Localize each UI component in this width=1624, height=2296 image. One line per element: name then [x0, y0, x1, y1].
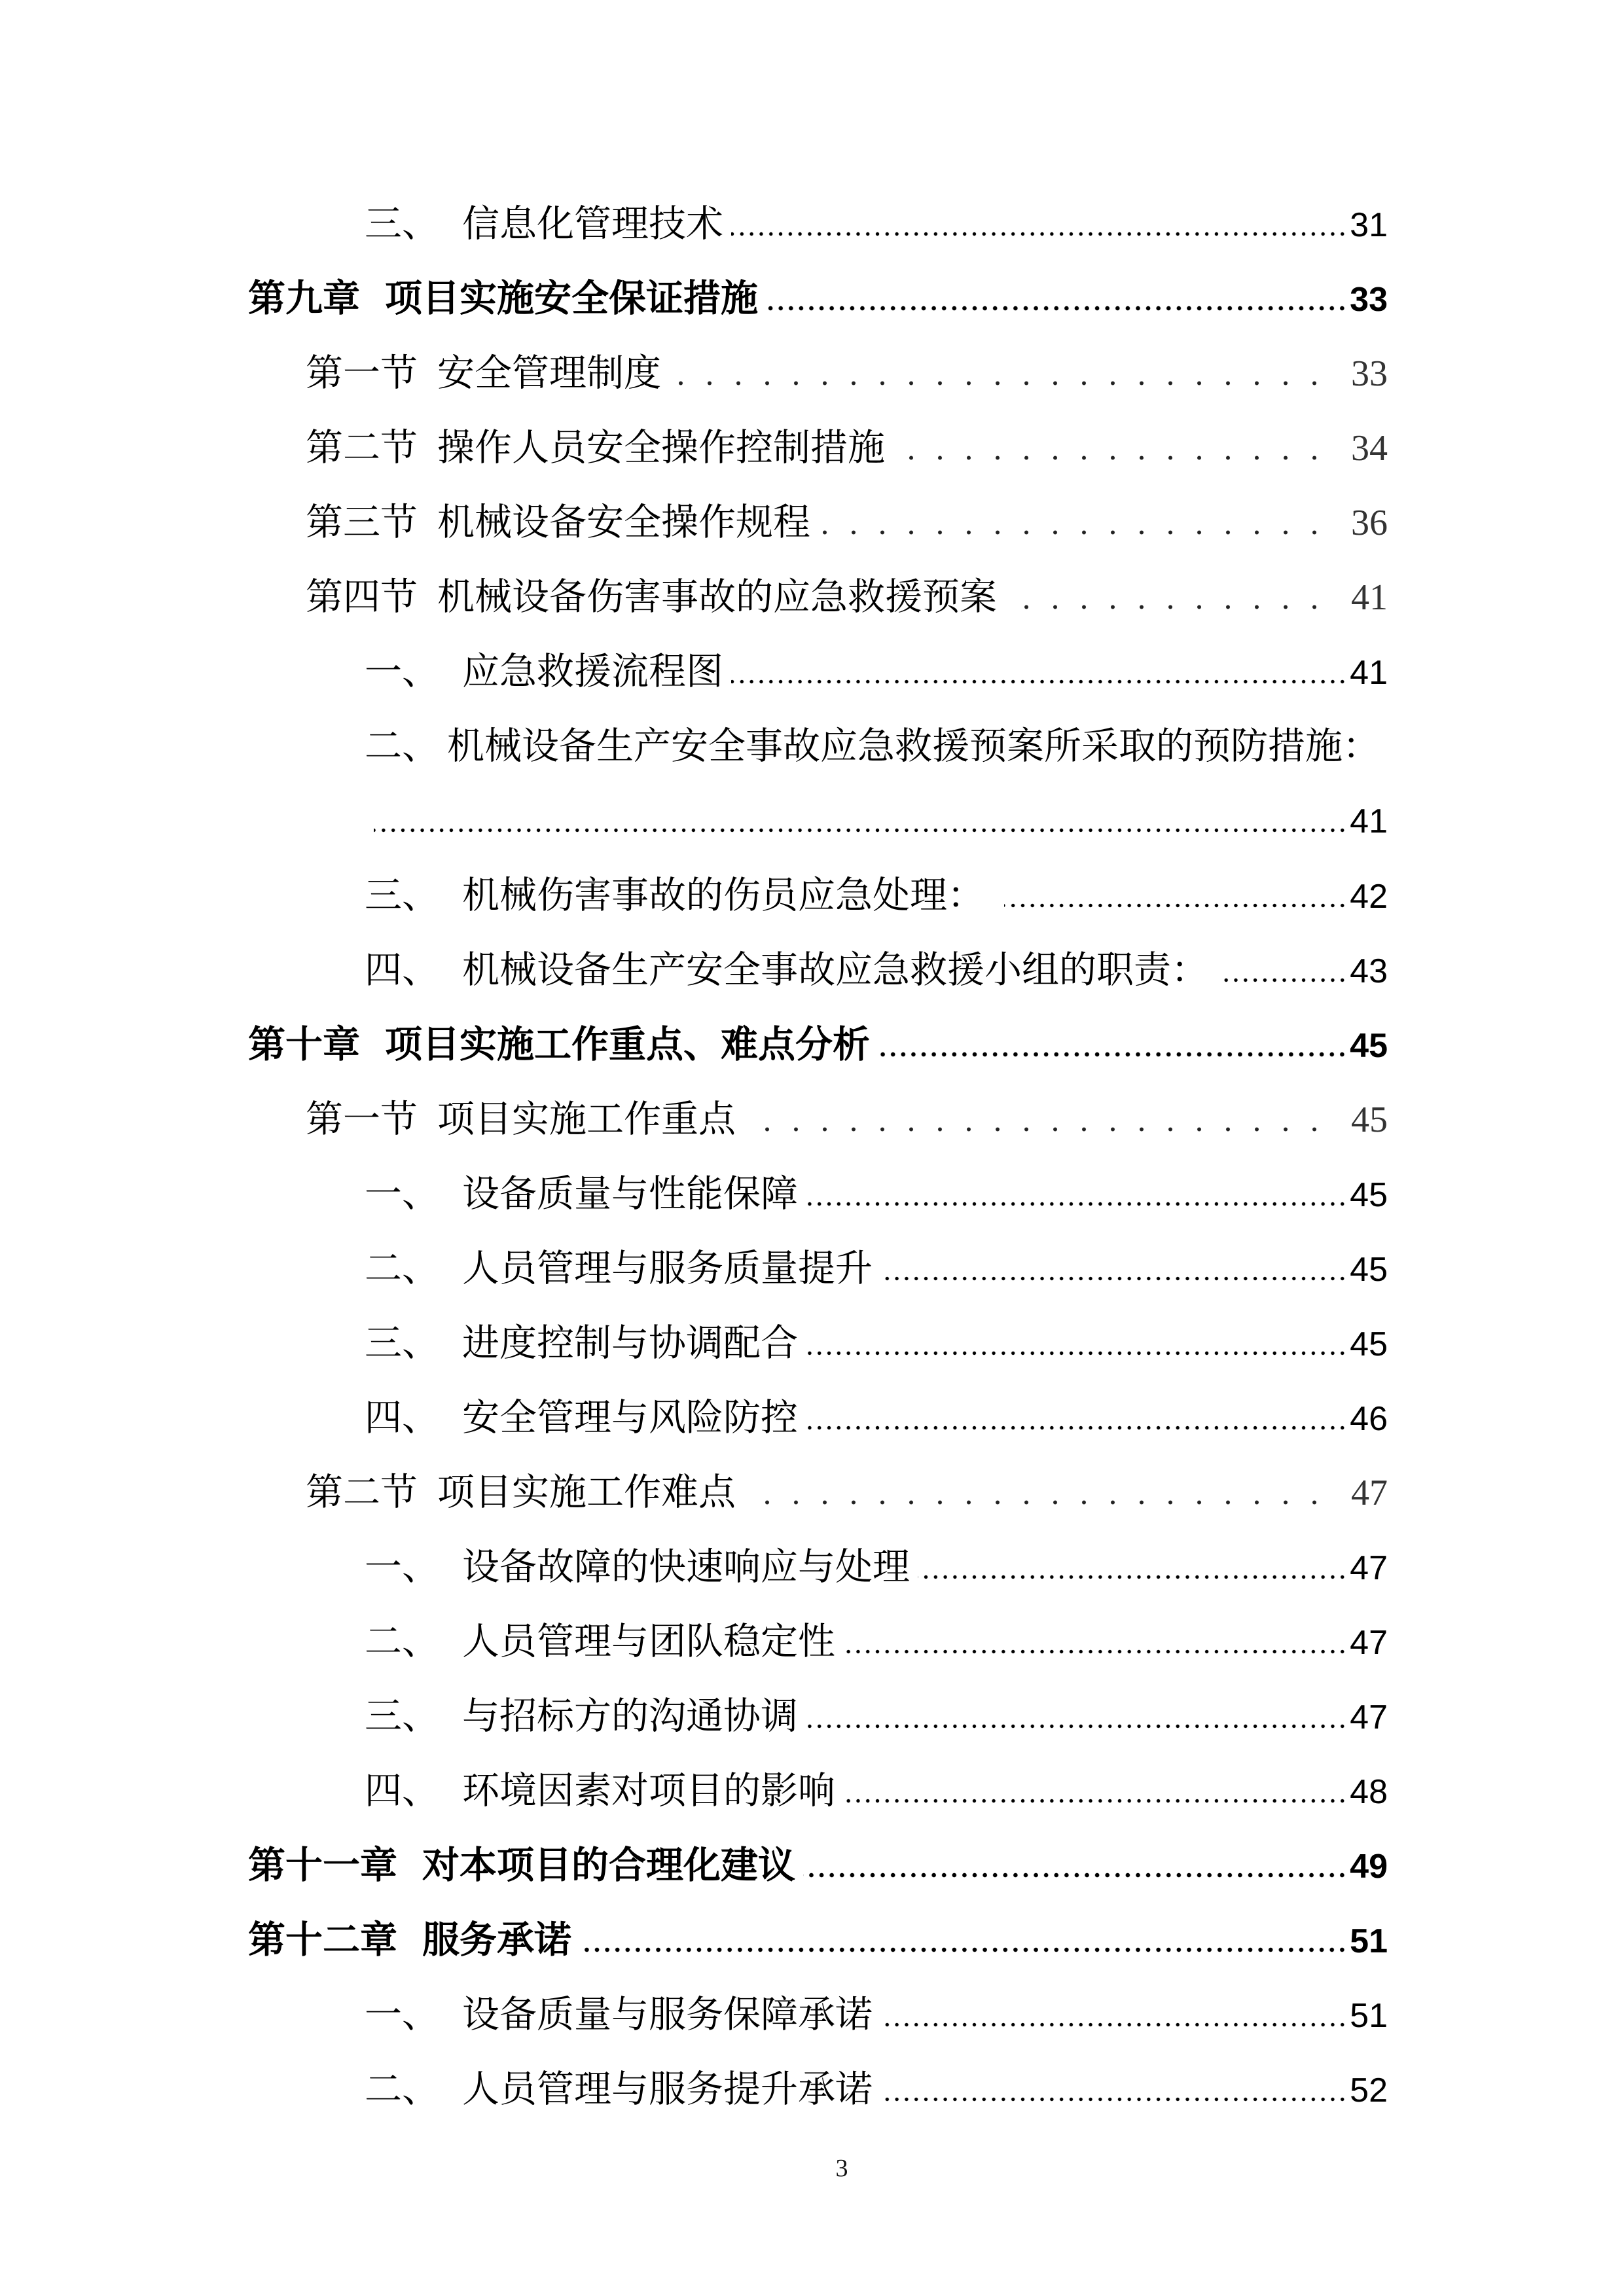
dot-leader [668, 381, 1329, 386]
page-number-ref: 45 [1350, 1175, 1388, 1214]
chapter-number: 第十一章 [248, 1844, 397, 1886]
item-title: 信息化管理技术 [462, 203, 723, 245]
toc-item-entry [0, 1157, 1624, 1232]
item-title: 设备质量与服务保障承诺 [462, 1994, 873, 2036]
dot-leader [374, 828, 1347, 833]
page-number-ref: 51 [1350, 1922, 1388, 1960]
toc-entry-line [248, 273, 1388, 326]
dot-leader [766, 306, 1347, 311]
toc-entry-line [365, 795, 1388, 848]
toc-entry-line [365, 1541, 1388, 1594]
chapter-title: 项目实施工作重点、难点分析 [385, 1024, 870, 1066]
toc-entry-line [365, 1989, 1388, 2042]
section-title: 项目实施工作难点 [437, 1472, 736, 1513]
dot-leader [731, 679, 1347, 684]
toc-entry-line [365, 1243, 1388, 1296]
section-number: 第二节 [306, 1472, 418, 1513]
toc-chapter-entry [0, 1008, 1624, 1083]
item-title: 环境因素对项目的影响 [462, 1770, 835, 1812]
item-number: 四、 [365, 1770, 439, 1812]
item-title: 机械设备生产安全事故应急救援小组的职责： [462, 949, 1208, 991]
page-number-ref: 33 [1350, 280, 1388, 319]
item-title: 设备质量与性能保障 [462, 1173, 798, 1215]
page-number-ref: 41 [1350, 802, 1388, 840]
toc-entry-line [306, 348, 1388, 400]
dot-leader [1224, 978, 1347, 982]
page-number-ref: 36 [1351, 503, 1388, 543]
page-number-ref: 47 [1350, 1549, 1388, 1587]
item-title: 进度控制与协调配合 [462, 1322, 798, 1364]
item-number: 四、 [365, 1397, 439, 1439]
dot-leader [803, 1873, 1347, 1878]
page-number-ref: 45 [1351, 1100, 1388, 1140]
toc-entry-line [306, 1467, 1388, 1519]
toc-entry-line [306, 571, 1388, 624]
item-title: 与招标方的沟通协调 [462, 1695, 798, 1737]
dot-leader [742, 1127, 1329, 1132]
toc-section-entry [0, 486, 1624, 560]
toc-item-entry [0, 1381, 1624, 1456]
chapter-title: 项目实施安全保证措施 [385, 278, 758, 319]
page-number-ref: 51 [1350, 1996, 1388, 2035]
section-number: 第一节 [306, 1099, 418, 1140]
toc-item-entry [0, 859, 1624, 933]
toc-section-entry [0, 1456, 1624, 1530]
toc-entry-line [365, 1168, 1388, 1221]
toc-entry-line [365, 2064, 1388, 2117]
page-number-ref: 41 [1351, 577, 1388, 618]
toc-item-entry [0, 1978, 1624, 2053]
dot-leader [878, 1052, 1347, 1057]
toc-entry-line [306, 422, 1388, 475]
dot-leader [843, 1649, 1347, 1654]
dot-leader [806, 1351, 1347, 1355]
dot-leader [742, 1500, 1329, 1505]
item-number: 二、 [365, 1247, 439, 1289]
toc-entry-line [306, 1094, 1388, 1146]
toc-section-entry [0, 1083, 1624, 1157]
dot-leader [806, 1724, 1347, 1729]
dot-leader [918, 1575, 1347, 1579]
toc-entry-line [365, 1765, 1388, 1818]
chapter-title: 对本项目的合理化建议 [422, 1844, 795, 1886]
item-title: 设备故障的快速响应与处理 [462, 1546, 910, 1588]
page-number-ref: 45 [1350, 1026, 1388, 1065]
page-number-ref: 48 [1350, 1772, 1388, 1811]
toc-section-entry [0, 560, 1624, 635]
item-number: 一、 [365, 1994, 439, 2036]
item-number: 一、 [365, 1173, 439, 1215]
page-number-ref: 45 [1350, 1325, 1388, 1363]
dot-leader [1003, 605, 1329, 609]
page-number-ref: 34 [1351, 428, 1388, 469]
item-number: 二、 [365, 1621, 439, 1662]
dot-leader [806, 1426, 1347, 1430]
item-title: 人员管理与团队稳定性 [462, 1621, 835, 1662]
toc-item-entry [0, 1306, 1624, 1381]
chapter-number: 第九章 [248, 278, 360, 319]
item-title: 安全管理与风险防控 [462, 1397, 798, 1439]
page-number-ref: 31 [1350, 206, 1388, 244]
item-number: 二、 [365, 2068, 439, 2110]
toc-entry-line-first [0, 709, 1624, 784]
toc-item-entry [0, 2053, 1624, 2127]
toc-entry-line [365, 944, 1388, 997]
toc-entry-line [365, 646, 1388, 699]
item-number: 二、 [365, 726, 439, 767]
item-number: 三、 [365, 874, 439, 916]
dot-leader [880, 2097, 1347, 2102]
toc-item-entry [0, 1232, 1624, 1306]
page-number-ref: 52 [1350, 2071, 1388, 2109]
toc-section-entry [0, 411, 1624, 486]
item-title: 应急救援流程图 [462, 651, 723, 692]
page-number-ref: 43 [1350, 952, 1388, 990]
toc-entry-line [365, 198, 1388, 251]
dot-leader [817, 530, 1329, 535]
item-number: 三、 [365, 1322, 439, 1364]
section-number: 第一节 [306, 353, 418, 394]
chapter-number: 第十二章 [248, 1919, 397, 1961]
dot-leader [880, 2022, 1347, 2027]
page-number-ref: 33 [1351, 353, 1388, 394]
page-number-ref: 41 [1350, 653, 1388, 692]
section-number: 第二节 [306, 427, 418, 469]
dot-leader [843, 1799, 1347, 1803]
section-number: 第三节 [306, 502, 418, 543]
toc-entry-line [365, 870, 1388, 923]
dot-leader [1004, 903, 1347, 908]
page-footer-number: 3 [835, 2155, 848, 2182]
dot-leader [806, 1202, 1347, 1206]
toc-chapter-entry [0, 262, 1624, 336]
toc-item-entry [0, 1754, 1624, 1829]
toc-entry-line [248, 1914, 1388, 1967]
toc-entry-line [365, 1616, 1388, 1669]
toc-item-entry [0, 1530, 1624, 1605]
section-number: 第四节 [306, 577, 418, 618]
section-title: 安全管理制度 [437, 353, 661, 394]
chapter-title: 服务承诺 [422, 1919, 571, 1961]
page-number-ref: 46 [1350, 1399, 1388, 1438]
toc-section-entry [0, 336, 1624, 411]
toc-entry-line [306, 497, 1388, 549]
section-title: 机械设备安全操作规程 [437, 502, 810, 543]
page-number-ref: 47 [1350, 1623, 1388, 1662]
toc-entry-line-second [0, 784, 1624, 859]
dot-leader [880, 1276, 1347, 1281]
toc-item-entry [0, 1605, 1624, 1679]
toc-entry-line [365, 1392, 1388, 1445]
page-number-ref: 49 [1350, 1847, 1388, 1886]
section-title: 机械设备伤害事故的应急救援预案 [437, 577, 997, 618]
item-number: 一、 [365, 1546, 439, 1588]
toc-chapter-entry [0, 1829, 1624, 1903]
item-title: 人员管理与服务提升承诺 [462, 2068, 873, 2110]
item-title: 机械伤害事故的伤员应急处理： [462, 874, 984, 916]
dot-leader [892, 456, 1329, 460]
chapter-number: 第十章 [248, 1024, 360, 1066]
item-number: 四、 [365, 949, 439, 991]
section-title: 操作人员安全操作控制措施 [437, 427, 885, 469]
page-number-ref: 47 [1350, 1698, 1388, 1736]
section-title: 项目实施工作重点 [437, 1099, 736, 1140]
toc-entry-line [365, 1318, 1388, 1371]
item-title: 机械设备生产安全事故应急救援预案所采取的预防措施： [447, 726, 1380, 767]
toc-item-entry [0, 1679, 1624, 1754]
page-number-ref: 47 [1351, 1473, 1388, 1513]
toc-chapter-entry [0, 1903, 1624, 1978]
toc-entry-line [365, 721, 1388, 773]
toc-item-entry [0, 187, 1624, 262]
item-number: 一、 [365, 651, 439, 692]
item-title: 人员管理与服务质量提升 [462, 1247, 873, 1289]
item-number: 三、 [365, 203, 439, 245]
page-number-ref: 45 [1350, 1250, 1388, 1289]
item-number: 三、 [365, 1695, 439, 1737]
toc-item-entry-wrapped [0, 709, 1624, 859]
toc-entry-line [248, 1019, 1388, 1072]
table-of-contents [0, 187, 1624, 2127]
toc-entry-line [248, 1840, 1388, 1893]
dot-leader [731, 232, 1347, 236]
page-number-ref: 42 [1350, 877, 1388, 916]
toc-item-entry [0, 933, 1624, 1008]
toc-entry-line [365, 1691, 1388, 1744]
toc-item-entry [0, 635, 1624, 709]
dot-leader [579, 1947, 1347, 1952]
